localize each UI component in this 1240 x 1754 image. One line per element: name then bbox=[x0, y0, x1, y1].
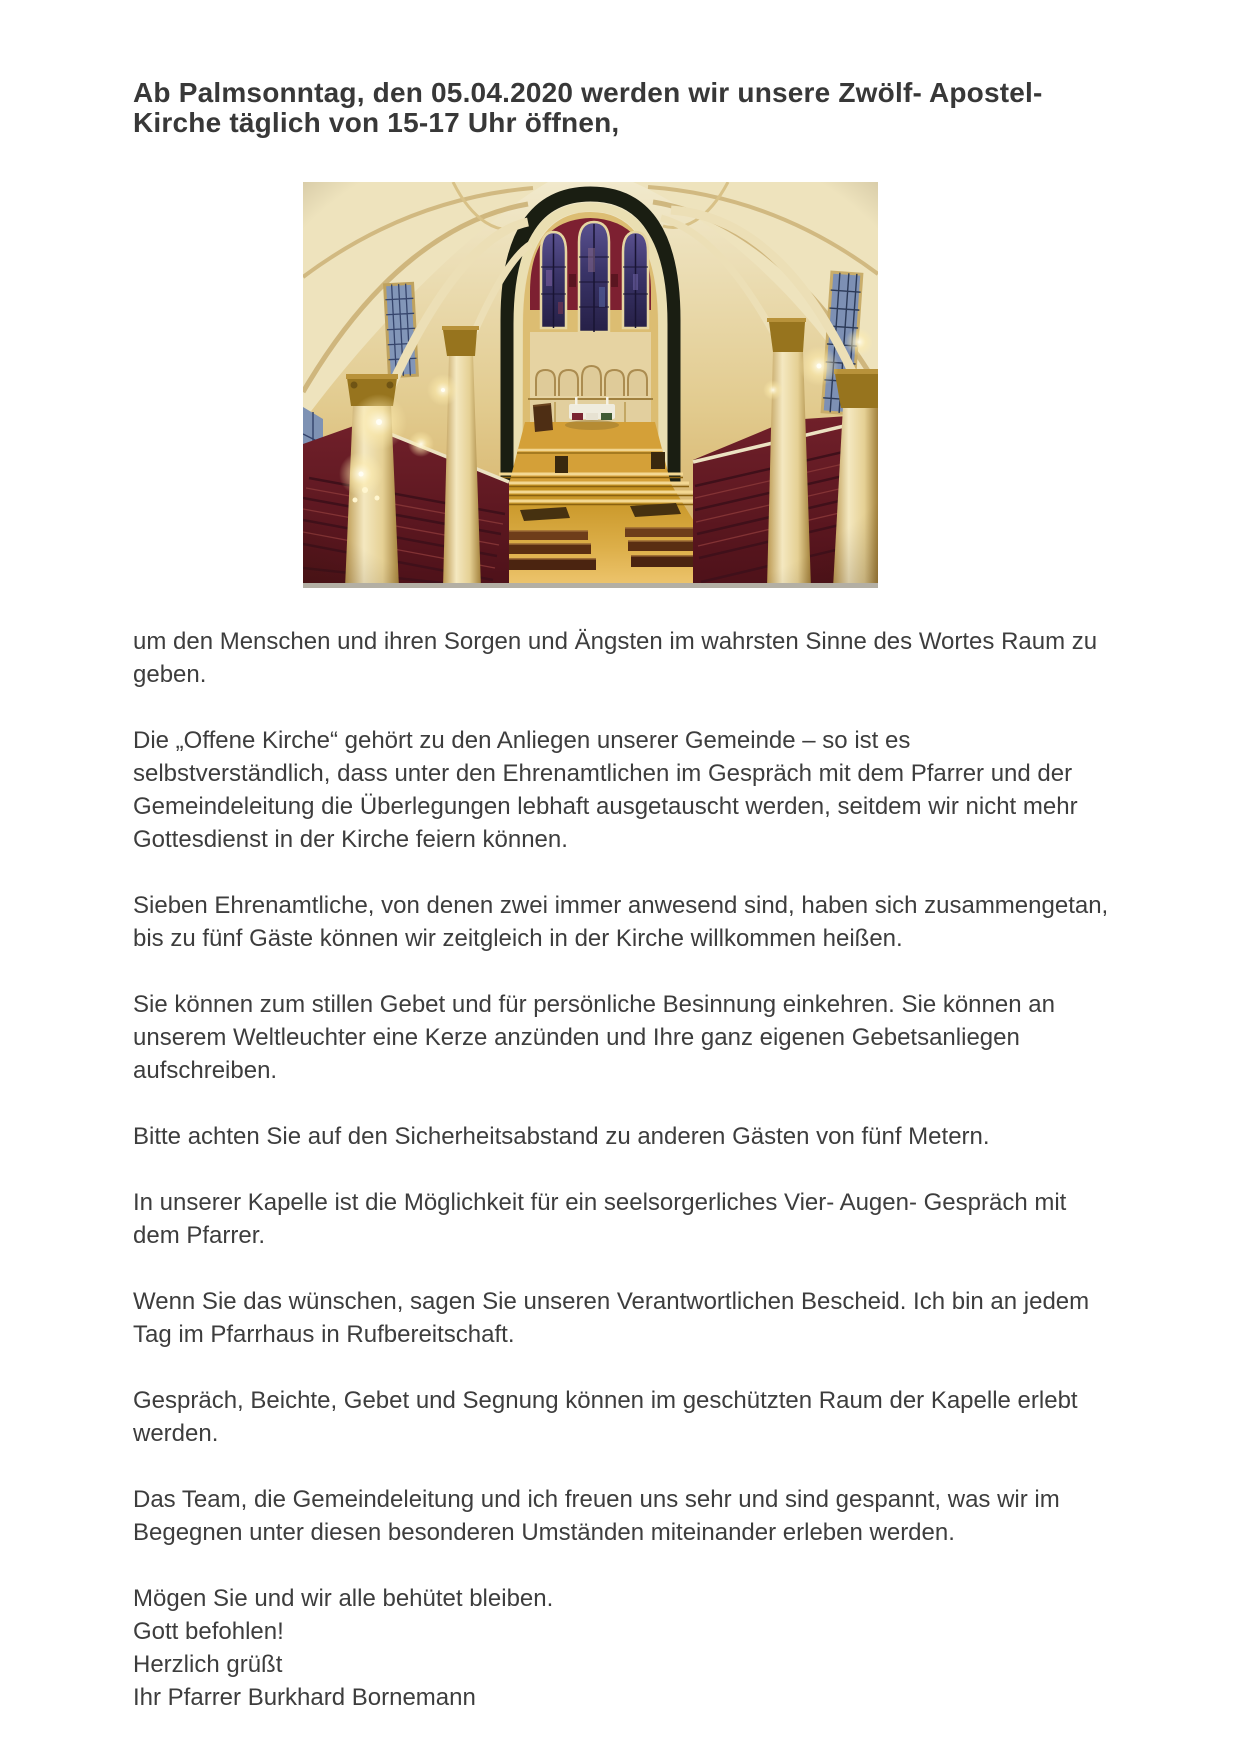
page-title bbox=[133, 78, 1111, 138]
signature: Ihr Pfarrer Burkhard Bornemann bbox=[133, 1684, 476, 1711]
paragraph: Gespräch, Beichte, Gebet und Segnung können im geschützten Raum der Kapelle erlebt werden. bbox=[133, 1387, 1078, 1447]
paragraph: In unserer Kapelle ist die Möglichkeit für ein seelsorgerliches Vier- Augen- Gespräch mit dem Pfarrer. bbox=[133, 1189, 1067, 1249]
page-title-line-1: Ab Palmsonntag, den 05.04.2020 werden wir unsere Zwölf- Apostel- bbox=[133, 77, 1043, 108]
church-interior-illustration bbox=[303, 182, 878, 588]
closing-line-blessing: Mögen Sie und wir alle behütet bleiben. bbox=[133, 1585, 554, 1612]
photo-vignette bbox=[303, 182, 878, 588]
page-title-line-2: Kirche täglich von 15-17 Uhr öffnen, bbox=[133, 107, 620, 138]
paragraph: um den Menschen und ihren Sorgen und Ängsten im wahrsten Sinne des Wortes Raum zu geben. bbox=[133, 628, 1098, 688]
paragraph: Bitte achten Sie auf den Sicherheitsabstand zu anderen Gästen von fünf Metern. bbox=[133, 1123, 990, 1150]
document-content bbox=[133, 78, 1111, 1714]
church-interior-photo bbox=[303, 182, 878, 588]
paragraph: Wenn Sie das wünschen, sagen Sie unseren Verantwortlichen Bescheid. Ich bin an jedem Tag im Pfarrhaus in Rufbereitschaft. bbox=[133, 1288, 1090, 1348]
closing-line-gott-befohlen: Gott befohlen! bbox=[133, 1618, 284, 1645]
paragraph: Die „Offene Kirche“ gehört zu den Anliegen unserer Gemeinde – so ist es selbstverständlich, dass unter den Ehrenamtlichen im Gespräch mit dem Pfarrer und der Gemeindeleitung die Überlegungen lebhaft ausgetauscht werden, seitdem wir nicht mehr Gottesdienst in der Kirche feiern können. bbox=[133, 727, 1078, 853]
paragraph: Das Team, die Gemeindeleitung und ich freuen uns sehr und sind gespannt, was wir im Begegnen unter diesen besonderen Umständen miteinander erleben werden. bbox=[133, 1486, 1060, 1546]
photo-bottom-edge bbox=[303, 583, 878, 588]
closing-line-greeting: Herzlich grüßt bbox=[133, 1651, 283, 1678]
paragraph: Sieben Ehrenamtliche, von denen zwei immer anwesend sind, haben sich zusammengetan, bis zu fünf Gäste können wir zeitgleich in der Kirche willkommen heißen. bbox=[133, 892, 1109, 952]
paragraph: Sie können zum stillen Gebet und für persönliche Besinnung einkehren. Sie können an unserem Weltleuchter eine Kerze anzünden und Ihre ganz eigenen Gebetsanliegen aufschreiben. bbox=[133, 991, 1055, 1084]
closing-block bbox=[133, 1582, 1111, 1714]
